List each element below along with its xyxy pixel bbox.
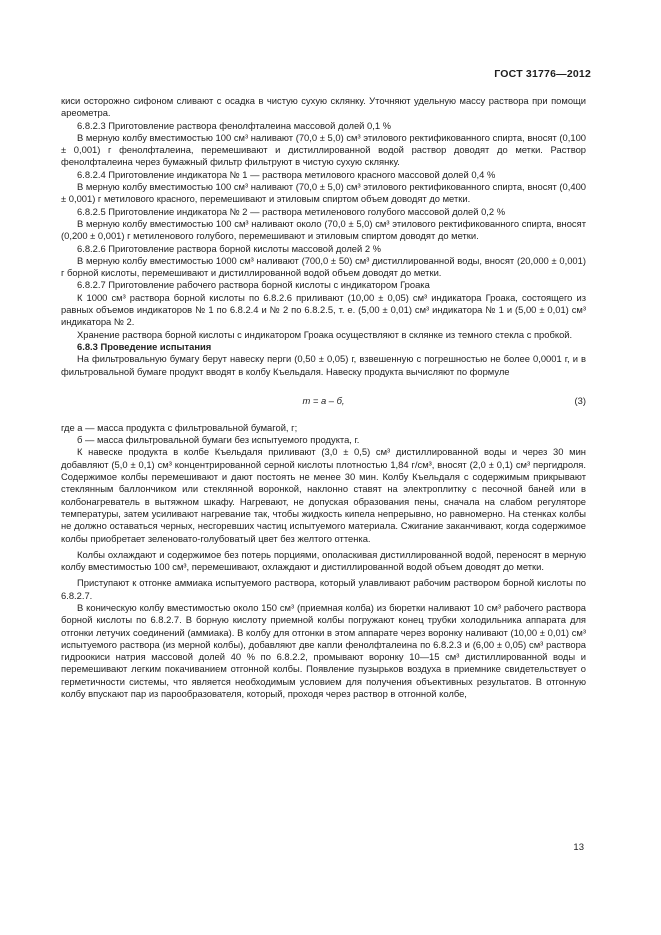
paragraph: Приступают к отгонке аммиака испытуемого раствора, который улавливают рабочим раствором борной кислоты по 6.8.2.7. [61, 577, 586, 601]
section-heading-6-8-3: 6.8.3 Проведение испытания [77, 340, 212, 352]
paragraph: киси осторожно сифоном сливают с осадка в чистую сухую склянку. Уточняют удельную массу раствора при помощи ареометра. [61, 95, 586, 119]
paragraph: Колбы охлаждают и содержимое без потерь порциями, ополаскивая дистиллированной водой, переносят в мерную колбу вместимостью 100 см³, перемешивают, охлаждают и дистиллированной водой объем доводят до метки. [61, 548, 586, 573]
formula-row [61, 395, 586, 407]
formula-number: (3) [574, 394, 586, 406]
paragraph: К навеске продукта в колбе Къельдаля приливают (3,0 ± 0,5) см³ дистиллированной воды и через 30 мин добавляют (5,0 ± 0,1) см³ концентрированной серной кислоты плотностью 1,84 г/см³, вносят (2,0 ± 0,1) см³ пергидроля. Содержимое колбы перемешивают и дают постоять не менее 30 мин. Колбу Къельдаля с содержимым прикрывают стеклянным баллончиком или стеклянной воронкой, наклонно ставят на электроплитку с песочной баней или в колбонагреватель в вытяжном шкафу. Нагревают, не допуская образования пены, сначала на слабом регуляторе температуры, затем усиливают нагревание так, чтобы жидкость кипела непрерывно, но равномерно. На стенках колбы не должно оставаться черных, несгоревших частиц испытуемого материала. Сжигание заканчивают, когда содержимое колбы приобретает зеленовато-голубоватый цвет без желтого оттенка. [61, 446, 586, 544]
section-heading-6-8-2-7: 6.8.2.7 Приготовление рабочего раствора борной кислоты с индикатором Гроака [77, 279, 430, 291]
formula-legend-a: где а — масса продукта с фильтровальной бумагой, г; [61, 421, 298, 433]
formula-legend-b: б — масса фильтровальной бумаги без испытуемого продукта, г. [77, 434, 360, 446]
page-number: 13 [573, 842, 584, 853]
section-heading-6-8-2-3: 6.8.2.3 Приготовление раствора фенолфталеина массовой долей 0,1 % [77, 119, 391, 131]
document-body [61, 95, 586, 700]
paragraph: В мерную колбу вместимостью 100 см³ наливают (70,0 ± 5,0) см³ этилового ректификованного спирта, вносят (0,400 ± 0,001) г метилового красного, перемешивают и этиловым спиртом объем доводят до метки. [61, 181, 586, 205]
paragraph: На фильтровальную бумагу берут навеску перги (0,50 ± 0,05) г, взвешенную с погрешностью не более 0,0001 г, и в фильтровальной бумаге продукт вводят в колбу Къельдаля. Навеску продукта вычисляют по формуле [61, 353, 586, 377]
paragraph: К 1000 см³ раствора борной кислоты по 6.8.2.6 приливают (10,00 ± 0,05) см³ индикатора Гроака, состоящего из равных объемов индикаторов № 1 по 6.8.2.4 и № 2 по 6.8.2.5, т. е. (5,00 ± 0,01) см³ индикатора № 1 и (5,00 ± 0,01) см³ индикатора № 2. [61, 291, 586, 328]
paragraph: В мерную колбу вместимостью 1000 см³ наливают (700,0 ± 50) см³ дистиллированной воды, вносят (20,000 ± 0,001) г борной кислоты, перемешивают и дистиллированной водой объем доводят до метки. [61, 254, 586, 279]
standard-header: ГОСТ 31776—2012 [494, 68, 591, 80]
paragraph: Хранение раствора борной кислоты с индикатором Гроака осуществляют в склянке из темного стекла с пробкой. [77, 328, 573, 340]
section-heading-6-8-2-6: 6.8.2.6 Приготовление раствора борной кислоты массовой долей 2 % [77, 242, 382, 254]
formula: m = а – б, [302, 394, 345, 406]
paragraph: В мерную колбу вместимостью 100 см³ наливают (70,0 ± 5,0) см³ этилового ректификованного спирта, вносят (0,100 ± 0,001) г фенолфталеина, перемешивают и дистиллированной водой раствор доводят до метки. Раствор фенолфталеина через бумажный фильтр фильтруют в чистую сухую склянку. [61, 131, 586, 168]
paragraph: В мерную колбу вместимостью 100 см³ наливают около (70,0 ± 5,0) см³ этилового ректификованного спирта, вносят (0,200 ± 0,001) г метиленового голубого, перемешивают и этиловым спиртом доводят до метки. [61, 217, 586, 242]
paragraph: В коническую колбу вместимостью около 150 см³ (приемная колба) из бюретки наливают 10 см³ рабочего раствора борной кислоты по 6.8.2.7. В борную кислоту приемной колбы погружают конец трубки холодильника аппарата для отгонки летучих соединений (аммиака). В колбу для отгонки в этом аппарате через воронку наливают (10,00 ± 0,01) см³ испытуемого раствора (из мерной колбы), добавляют две капли фенолфталеина по 6.8.2.3 и (6,00 ± 0,05) см³ раствора гидроокиси натрия массовой долей 40 % по 6.8.2.2, промывают воронку 10—15 см³ дистиллированной воды и перемешивают легким покачиванием отгонной колбы. Появление пузырьков воздуха в приемнике свидетельствует о герметичности системы, что является необходимым условием для получения объективных результатов. В отгонную колбу впускают пар из парообразователя, который, проходя через раствор в отгонной колбе, [61, 601, 586, 700]
section-heading-6-8-2-5: 6.8.2.5 Приготовление индикатора № 2 — раствора метиленового голубого массовой долей 0,2 % [77, 205, 506, 217]
section-heading-6-8-2-4: 6.8.2.4 Приготовление индикатора № 1 — раствора метилового красного массовой долей 0,4 % [77, 168, 496, 180]
